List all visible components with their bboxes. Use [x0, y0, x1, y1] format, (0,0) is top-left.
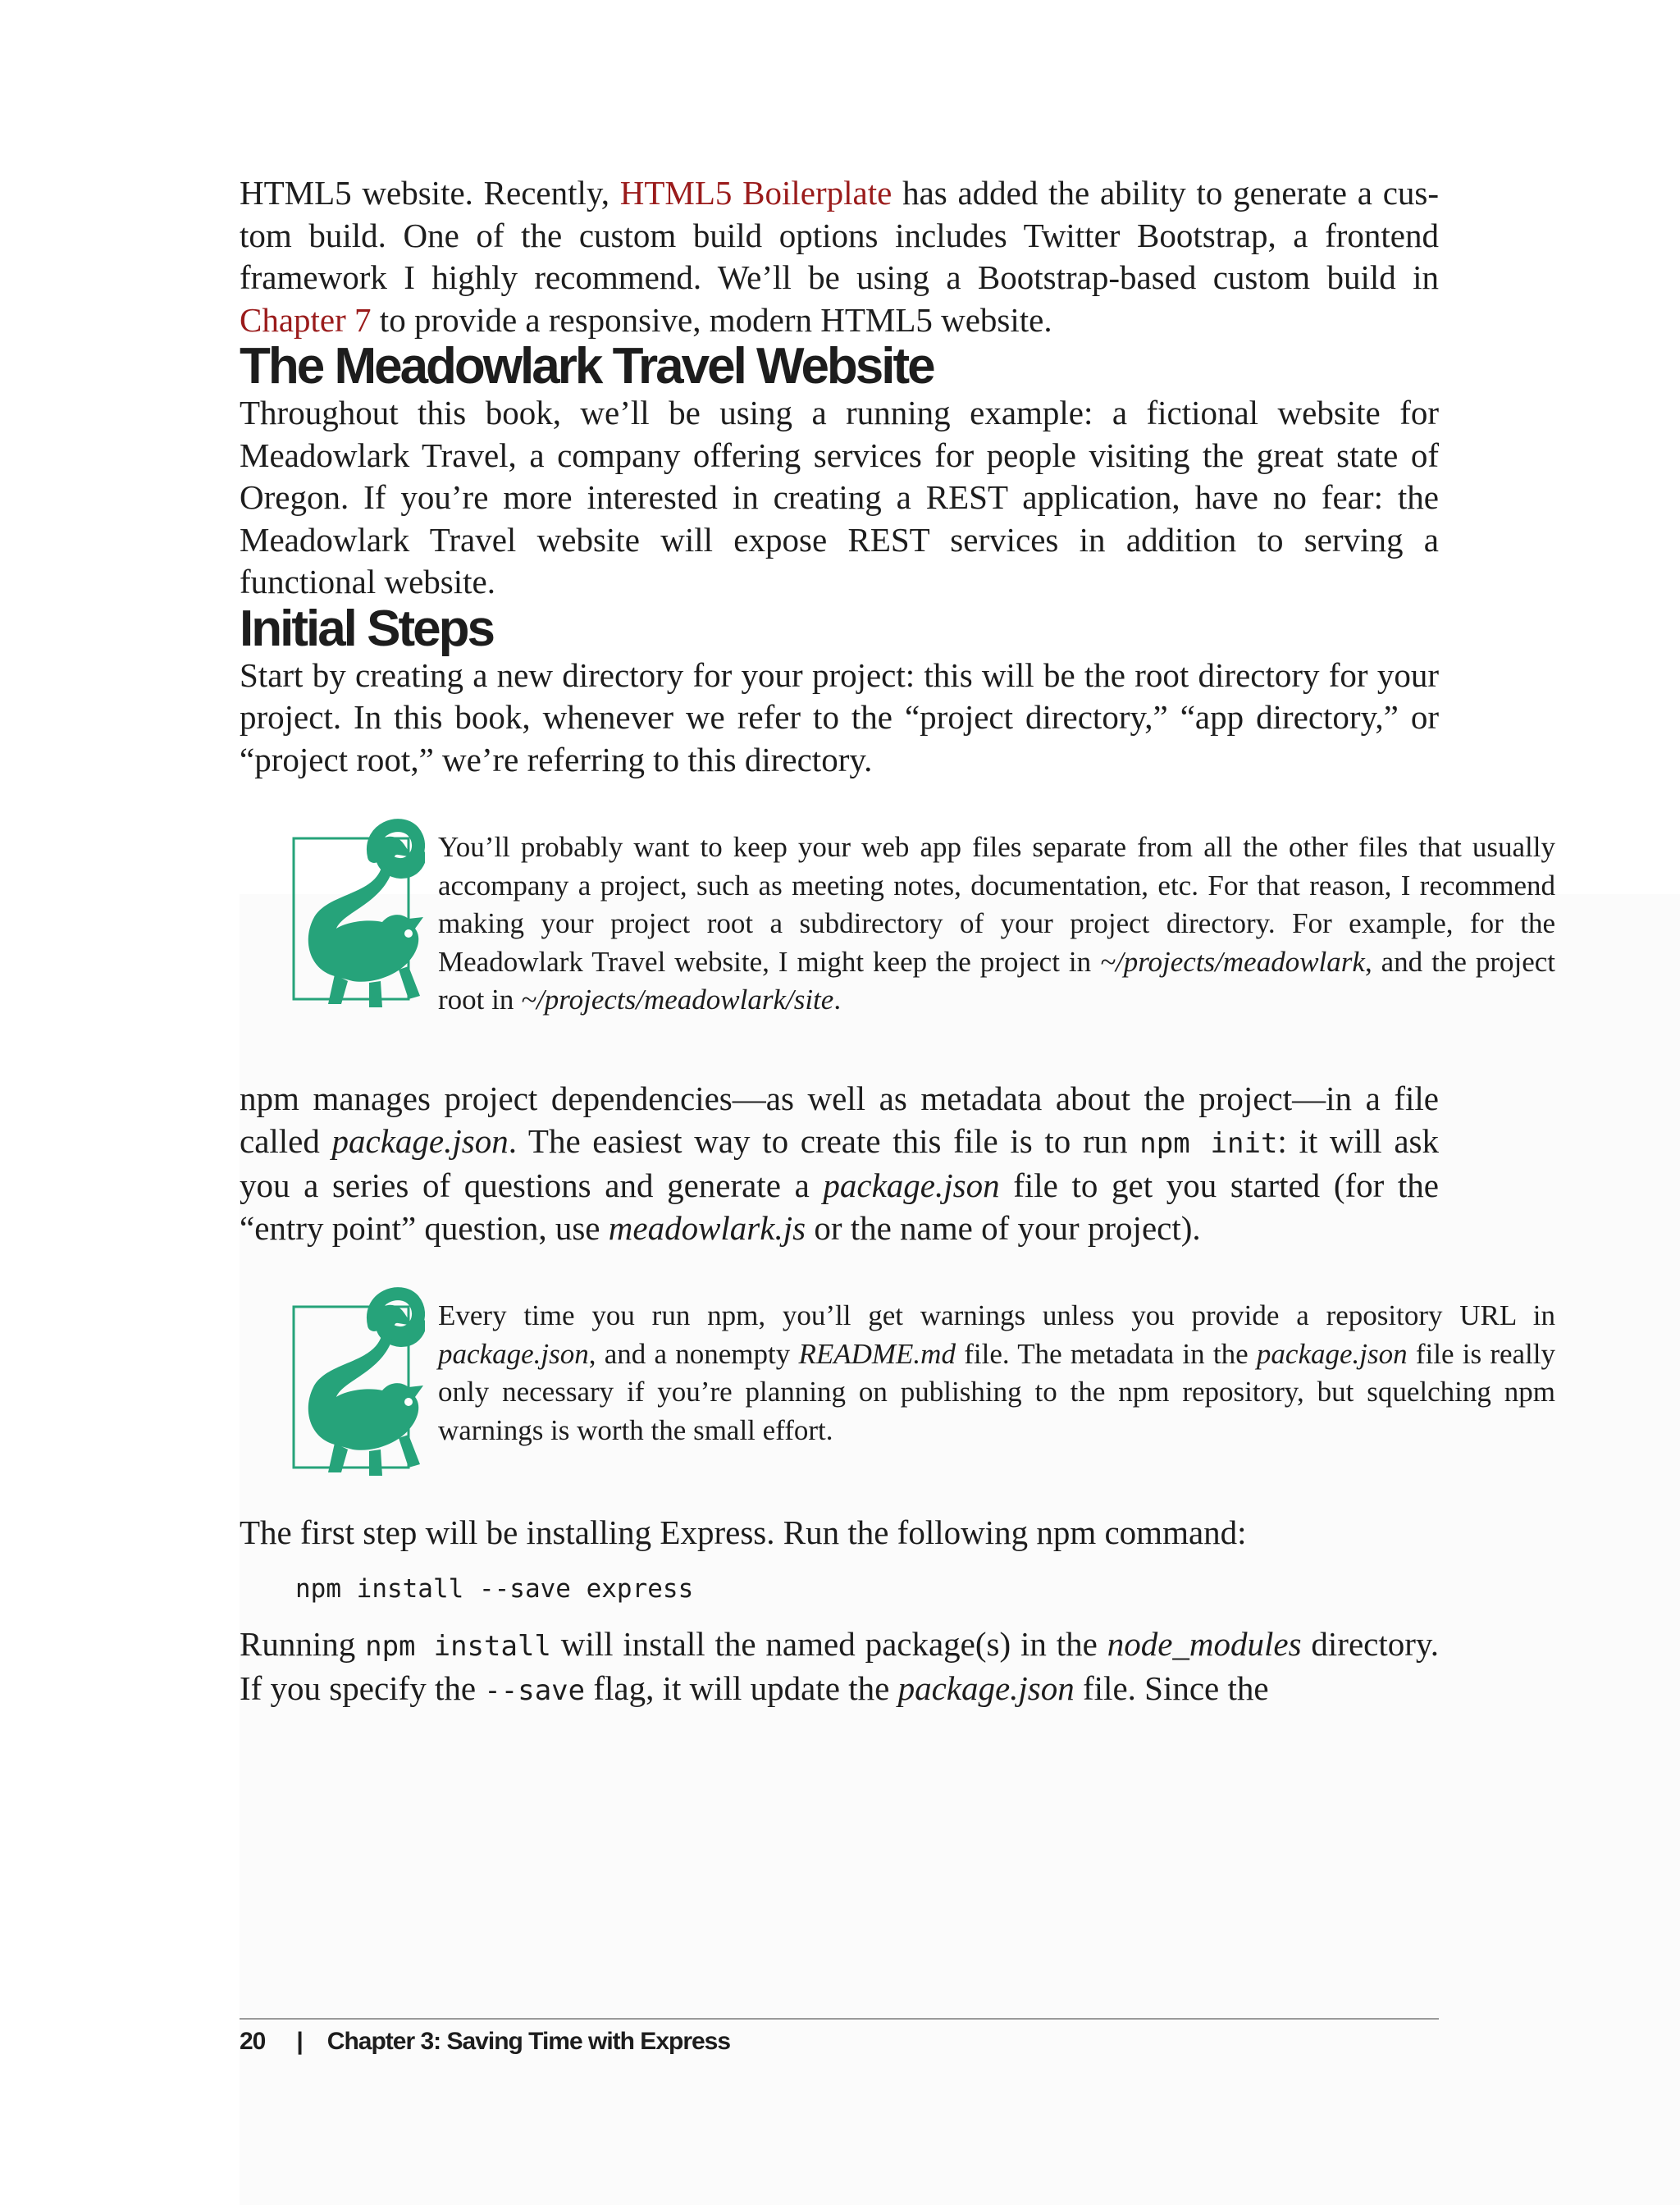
path-text: ~/projects/meadowlark/site	[521, 984, 834, 1016]
intro-text: has added the ability to generate a custom build. One of the custom build options includes Twitter Bootstrap, a frontend framework I highly recommend. We’ll be using a Bootstrap-based custom build in	[240, 174, 1439, 296]
lemur-tip-icon	[277, 1282, 425, 1479]
text-run: . The easiest way to create this file is to run	[508, 1121, 1140, 1160]
inline-code: npm init	[1139, 1126, 1278, 1160]
code-block: npm install --save express	[295, 1573, 694, 1604]
page-number: 20	[240, 2028, 266, 2055]
tip-text-run: Every time you run npm, you’ll get warnings unless you provide a repository URL in	[438, 1299, 1555, 1331]
chapter-title: Chapter 3: Saving Time with Express	[326, 2028, 731, 2055]
tip-text-run: file. The metadata in the	[955, 1337, 1257, 1370]
inline-code: --save	[484, 1674, 586, 1707]
inline-code: npm install	[365, 1629, 551, 1663]
filename-text: package.json	[331, 1121, 509, 1160]
tip-paragraph	[438, 1297, 1555, 1449]
text-run: file to get you started (for the “entry point” question, use	[240, 1166, 1439, 1247]
chapter-7-link[interactable]: Chapter 7	[240, 300, 372, 339]
filename-text: package.json	[897, 1669, 1075, 1707]
path-text: ~/projects/meadowlark	[1100, 945, 1365, 978]
filename-text: README.md	[798, 1337, 956, 1370]
running-paragraph	[240, 1623, 1439, 1713]
page-footer	[240, 2028, 730, 2056]
text-run: will install the named package(s) in the	[550, 1624, 1107, 1663]
text-run: flag, it will update the	[585, 1669, 898, 1707]
tip-text-run: , and a nonempty	[588, 1337, 799, 1370]
html5-boilerplate-link[interactable]: HTML5 Boilerplate	[619, 174, 892, 212]
tip-text-run: file is really only necessary if you’re planning on publishing to the npm repository, but squelching npm warnings is worth the small effort.	[438, 1337, 1555, 1446]
text-run: Running	[240, 1624, 366, 1663]
text-run: or the name of your project).	[806, 1208, 1201, 1247]
intro-text: HTML5 website. Recently,	[240, 174, 620, 212]
npm-paragraph	[240, 1078, 1439, 1249]
text-run: : it will ask you a series of questions and generate a	[240, 1121, 1439, 1204]
directory-text: node_modules	[1107, 1624, 1302, 1663]
text-run: file. Since the	[1074, 1669, 1269, 1707]
section-heading-initial-steps: Initial Steps	[240, 600, 493, 657]
filename-text: package.json	[1256, 1337, 1408, 1370]
lemur-tip-icon	[277, 814, 425, 1011]
tip-text-run: .	[833, 984, 842, 1016]
intro-text: to provide a responsive, modern HTML5 website.	[371, 300, 1052, 339]
tip-text-run: , and the project root in	[438, 945, 1556, 1016]
intro-paragraph	[240, 172, 1439, 341]
tip-paragraph	[438, 829, 1555, 1020]
tip-box	[240, 1282, 1555, 1504]
tip-text	[438, 1297, 1555, 1449]
install-paragraph: The first step will be installing Express. Run the following npm command:	[240, 1513, 1247, 1551]
filename-text: meadowlark.js	[608, 1208, 806, 1247]
text-run: npm manages project dependencies—as well as metadata about the project—in a file called	[240, 1080, 1439, 1160]
tip-text	[438, 829, 1555, 1020]
text-run: directory. If you specify the	[240, 1624, 1439, 1707]
main-column	[240, 172, 1556, 1713]
section-heading-meadowlark: The Meadowlark Travel Website	[240, 338, 934, 395]
tip-box	[240, 814, 1556, 1076]
tip-text-run: You’ll probably want to keep your web app files separate from all the other files that usually accompany a project, such as meeting notes, documentation, etc. For that reason, I recommend making your project root a subdirectory of your project directory. For example, for the Meadowlark Travel website, I might keep the project in	[438, 831, 1555, 978]
footer-rule	[240, 2018, 1439, 2020]
meadowlark-paragraph: Throughout this book, we’ll be using a running example: a fictional website for Meadowlark Travel, a company offering services for people visiting the great state of Oregon. If you’re more interested in creating a REST application, have no fear: the Meadowlark Travel website will expose REST services in addition to serving a functional website.	[240, 394, 1439, 600]
filename-text: package.json	[438, 1337, 589, 1370]
initial-steps-paragraph: Start by creating a new directory for your project: this will be the root directory for your project. In this book, whenever we refer to the “project directory,” “app directory,” or “project root,” we’re referring to this directory.	[240, 655, 1439, 778]
footer-separator: |	[296, 2028, 303, 2055]
filename-text: package.json	[823, 1166, 1000, 1204]
